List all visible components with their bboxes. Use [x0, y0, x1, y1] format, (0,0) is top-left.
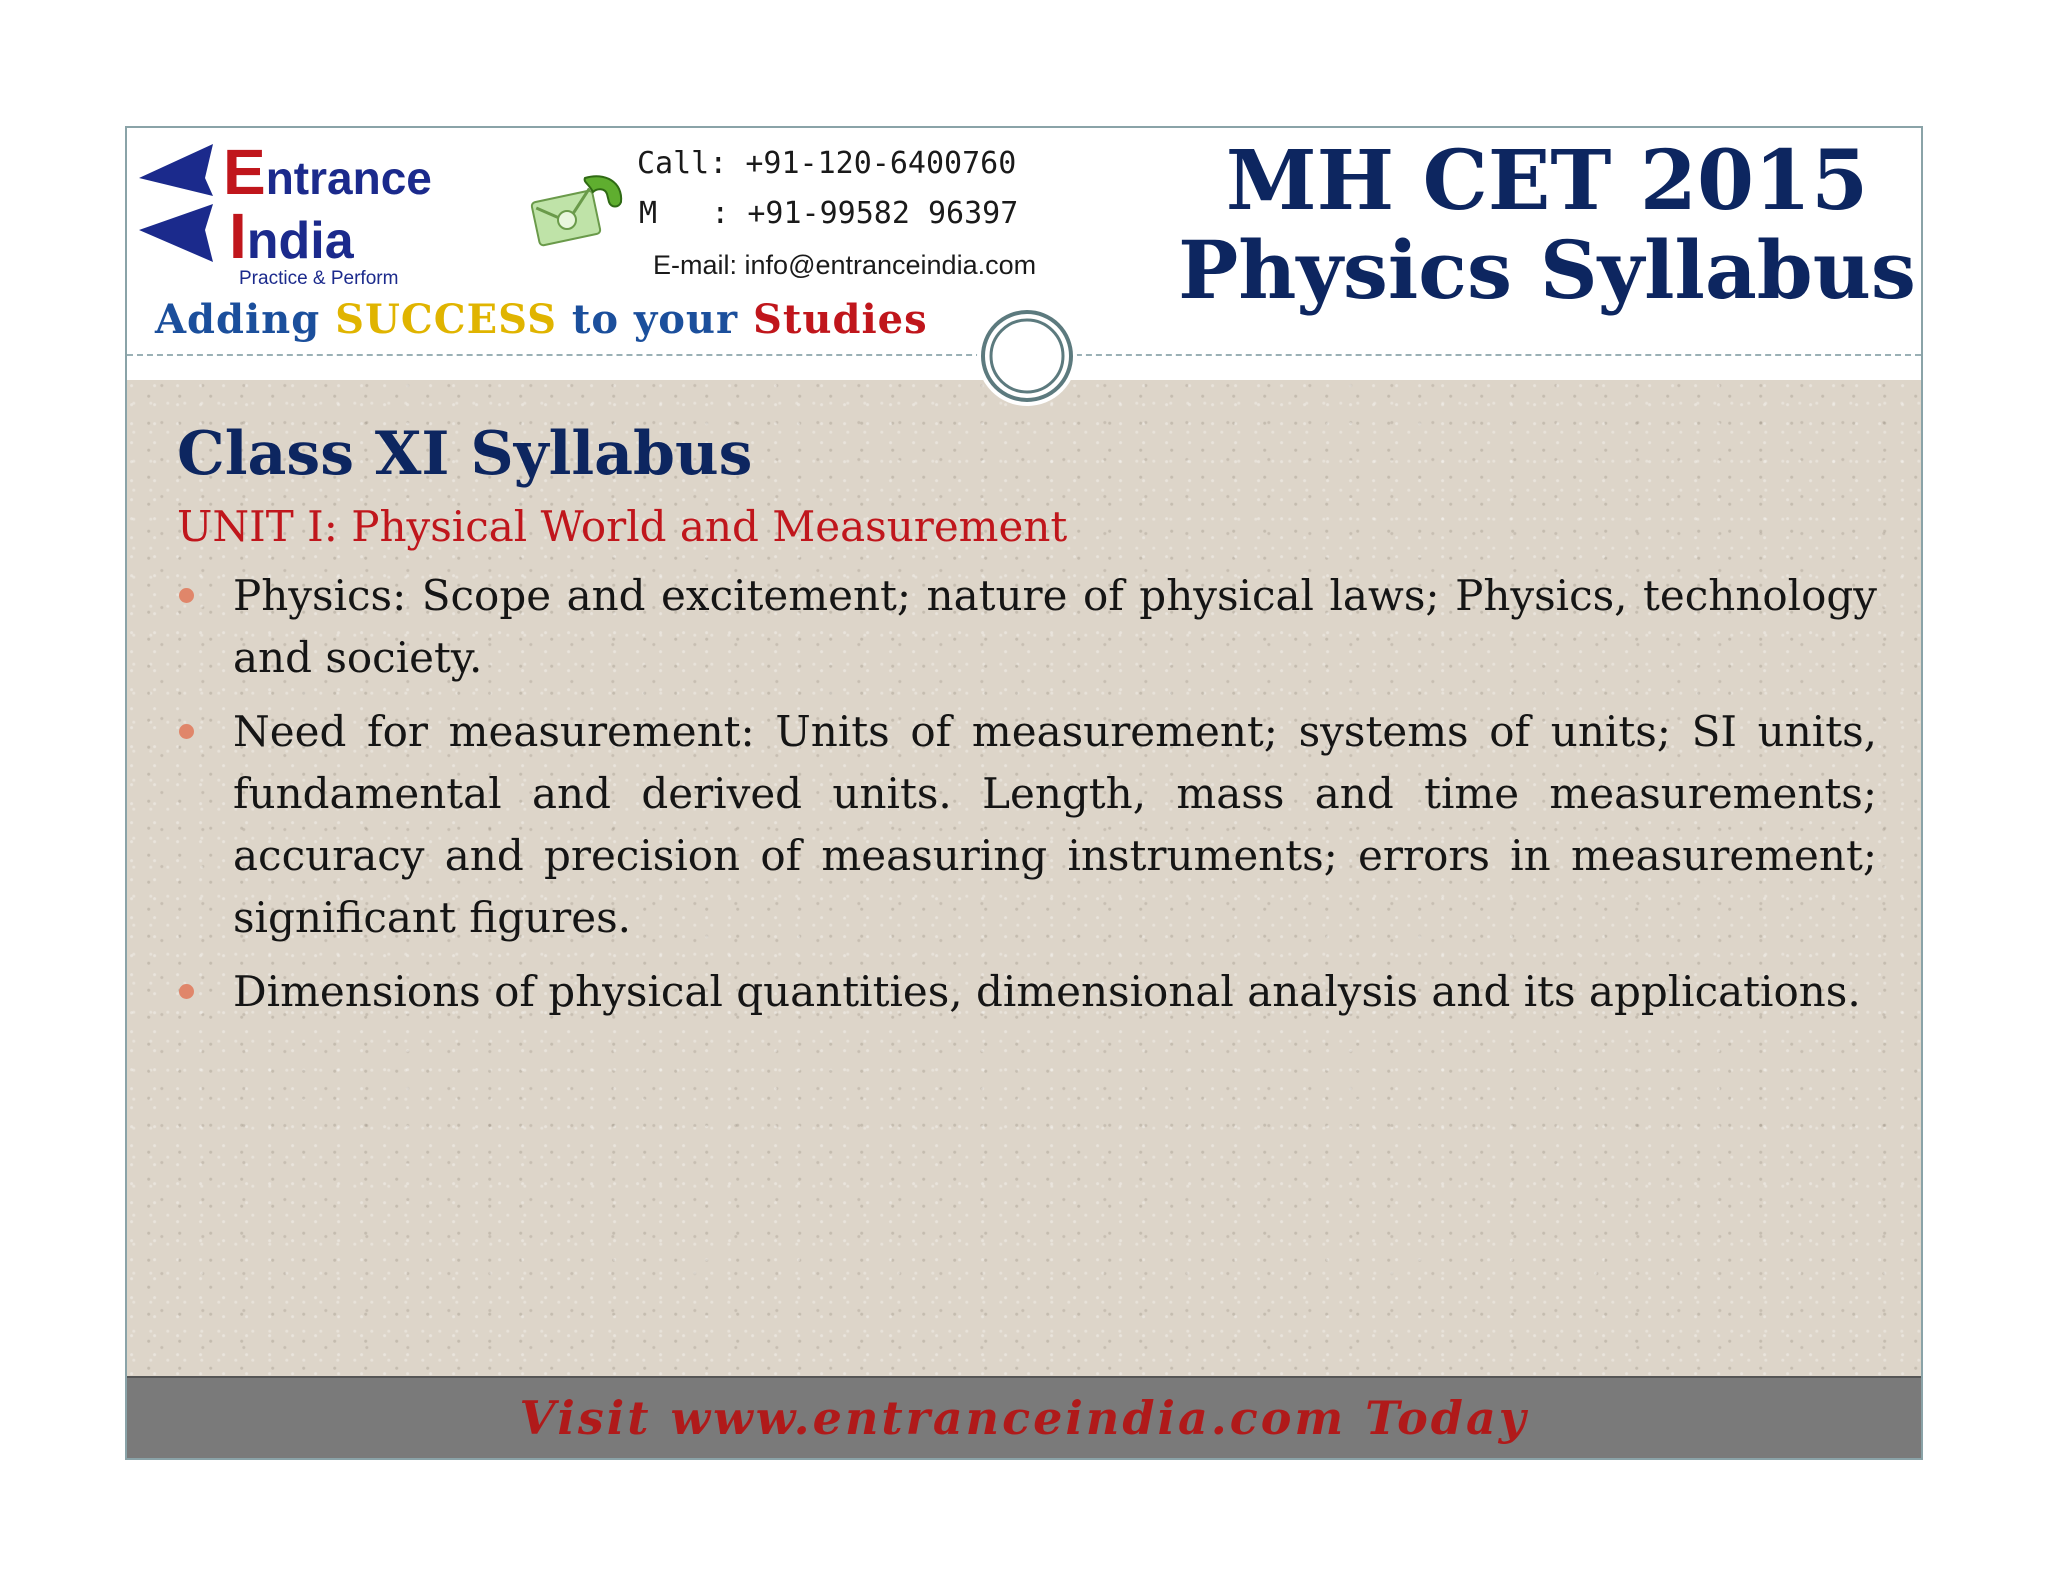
- mobile-number: : +91-99582 96397: [711, 196, 1019, 231]
- bullet-icon: [179, 724, 194, 739]
- syllabus-list: [177, 565, 1877, 1023]
- ring-ornament-icon: [977, 306, 1077, 406]
- logo-word-india: [229, 200, 354, 272]
- syllabus-content: [177, 418, 1877, 1035]
- footer-visit-link[interactable]: Visit www.entranceindia.com Today: [519, 1391, 1529, 1445]
- tagline: [155, 296, 928, 343]
- tagline-success: SUCCESS: [335, 296, 557, 343]
- list-item-text: Physics: Scope and excitement; nature of physical laws; Physics, technology and society.: [233, 571, 1877, 682]
- list-item: [177, 961, 1877, 1023]
- tagline-to-your: to your: [571, 296, 739, 343]
- section-title: Class XI Syllabus: [177, 419, 753, 489]
- tagline-adding: Adding: [155, 296, 321, 343]
- email-line: [653, 250, 1036, 281]
- email-address[interactable]: info@entranceindia.com: [744, 250, 1037, 280]
- email-label: E-mail:: [653, 250, 738, 280]
- page-title: [1177, 133, 1917, 318]
- logo-initial-e: E: [223, 136, 266, 208]
- title-line-2: Physics Syllabus: [1178, 223, 1916, 318]
- list-item-text: Dimensions of physical quantities, dimensional analysis and its applications.: [233, 967, 1861, 1016]
- unit-title: UNIT I: Physical World and Measurement: [177, 502, 1068, 551]
- slide: [125, 126, 1923, 1460]
- list-item-text: Need for measurement: Units of measurement; systems of units; SI units, fundamental and derived units. Length, mass and time measurements; accuracy and precision of measuring instruments; errors in measurement; significant figures.: [233, 707, 1877, 942]
- entrance-india-logo: [131, 132, 491, 292]
- logo-rest-ndia: ndia: [246, 212, 354, 270]
- logo-initial-i: I: [229, 200, 247, 272]
- bullet-icon: [179, 588, 194, 603]
- mobile-label: M: [639, 196, 658, 231]
- tagline-studies: Studies: [753, 296, 928, 343]
- call-number: : +91-120-6400760: [709, 146, 1017, 181]
- mobile-line: [639, 196, 1018, 231]
- list-item: [177, 701, 1877, 949]
- logo-tagline: Practice & Perform: [239, 268, 399, 289]
- call-label: Call: [637, 146, 710, 181]
- bullet-icon: [179, 984, 194, 999]
- phone-email-icon: [527, 168, 627, 258]
- title-line-1: MH CET 2015: [1225, 133, 1869, 229]
- call-line: [637, 146, 1016, 181]
- chevron-arrow-icon: [131, 138, 221, 268]
- list-item: [177, 565, 1877, 689]
- logo-word-entrance: [223, 136, 432, 208]
- footer-bar: [127, 1376, 1921, 1458]
- logo-rest-ntrance: ntrance: [265, 152, 432, 204]
